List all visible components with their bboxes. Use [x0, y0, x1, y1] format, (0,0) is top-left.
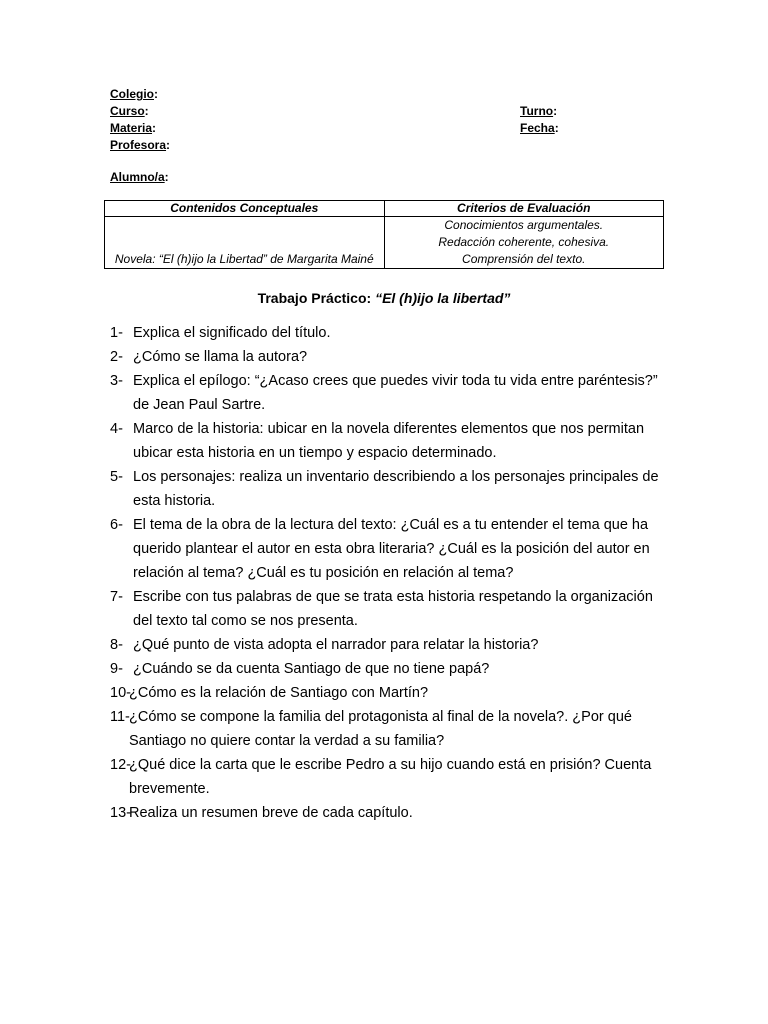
question-number: 12-: [110, 757, 131, 773]
question-item: [110, 753, 670, 801]
criterio-item: Conocimientos argumentales.: [444, 218, 604, 232]
materia-label: Materia: [110, 121, 153, 135]
question-item: [110, 321, 670, 345]
question-item: [110, 585, 670, 633]
criterio-item: Comprensión del texto.: [462, 252, 586, 266]
question-item: [110, 345, 670, 369]
question-text: Explica el significado del título.: [133, 325, 331, 341]
question-number: 3-: [110, 373, 123, 389]
question-number: 1-: [110, 325, 123, 341]
alumno-field: Alumno/a:: [110, 170, 169, 184]
turno-label: Turno: [520, 104, 554, 118]
criterio-item: Redacción coherente, cohesiva.: [438, 235, 610, 249]
question-item: [110, 369, 670, 417]
question-item: [110, 633, 670, 657]
criterios-header: Criterios de Evaluación: [384, 201, 664, 217]
question-number: 4-: [110, 421, 123, 437]
colegio-field: Colegio:: [110, 87, 158, 101]
contenidos-header: Contenidos Conceptuales: [105, 201, 385, 217]
question-item: [110, 657, 670, 681]
question-text: Marco de la historia: ubicar en la novela diferentes elementos que nos permitan ubicar esta historia en un tiempo y espacio determinado.: [133, 421, 645, 461]
question-item: [110, 681, 670, 705]
question-text: ¿Cuándo se da cuenta Santiago de que no tiene papá?: [133, 661, 490, 677]
question-item: [110, 465, 670, 513]
question-number: 5-: [110, 469, 123, 485]
curso-field: Curso:: [110, 104, 149, 118]
curso-label: Curso: [110, 104, 145, 118]
question-item: [110, 705, 670, 753]
question-number: 7-: [110, 589, 123, 605]
colegio-label: Colegio: [110, 87, 154, 101]
title-work: “El (h)ijo la libertad”: [375, 290, 511, 306]
header-fields-left: [110, 86, 170, 154]
alumno-label: Alumno/a: [110, 170, 165, 184]
question-number: 11-: [110, 709, 130, 725]
question-text: ¿Cómo se llama la autora?: [133, 349, 308, 365]
criterios-cell: [384, 217, 664, 269]
question-text: ¿Qué dice la carta que le escribe Pedro a su hijo cuando está en prisión? Cuenta brevemente.: [129, 757, 652, 797]
question-text: El tema de la obra de la lectura del texto: ¿Cuál es a tu entender el tema que ha querido plantear el autor en esta obra literaria? ¿Cuál es la posición del autor en relación al tema? ¿Cuál es tu posición en relación al tema?: [133, 517, 650, 581]
question-text: ¿Cómo es la relación de Santiago con Martín?: [129, 685, 429, 701]
page-title: [0, 290, 768, 306]
questions-list: [110, 321, 670, 825]
turno-field: Turno:: [520, 104, 558, 118]
question-number: 6-: [110, 517, 123, 533]
question-text: Explica el epílogo: “¿Acaso crees que puedes vivir toda tu vida entre paréntesis?” de Jean Paul Sartre.: [133, 373, 658, 413]
fecha-label: Fecha: [520, 121, 555, 135]
criteria-row: [105, 217, 664, 269]
question-text: ¿Cómo se compone la familia del protagonista al final de la novela?. ¿Por qué Santiago no quiere contar la verdad a su familia?: [129, 709, 632, 749]
question-number: 10-: [110, 685, 131, 701]
question-number: 13-: [110, 805, 131, 821]
header-fields-right: [520, 103, 559, 137]
criteria-header-row: [105, 201, 664, 217]
title-prefix: Trabajo Práctico:: [257, 290, 376, 306]
question-text: Escribe con tus palabras de que se trata esta historia respetando la organización del texto tal como se nos presenta.: [133, 589, 653, 629]
question-item: [110, 417, 670, 465]
fecha-field: Fecha:: [520, 121, 559, 135]
question-text: ¿Qué punto de vista adopta el narrador para relatar la historia?: [133, 637, 539, 653]
contenidos-cell: Novela: “El (h)ijo la Libertad” de Margarita Mainé: [105, 217, 385, 269]
question-number: 8-: [110, 637, 123, 653]
question-item: [110, 801, 670, 825]
question-text: Los personajes: realiza un inventario describiendo a los personajes principales de esta historia.: [133, 469, 659, 509]
question-number: 9-: [110, 661, 123, 677]
materia-field: Materia:: [110, 121, 157, 135]
question-number: 2-: [110, 349, 123, 365]
profesora-label: Profesora: [110, 138, 167, 152]
question-item: [110, 513, 670, 585]
profesora-field: Profesora:: [110, 138, 171, 152]
question-text: Realiza un resumen breve de cada capítulo.: [129, 805, 413, 821]
criteria-table: [104, 200, 664, 269]
